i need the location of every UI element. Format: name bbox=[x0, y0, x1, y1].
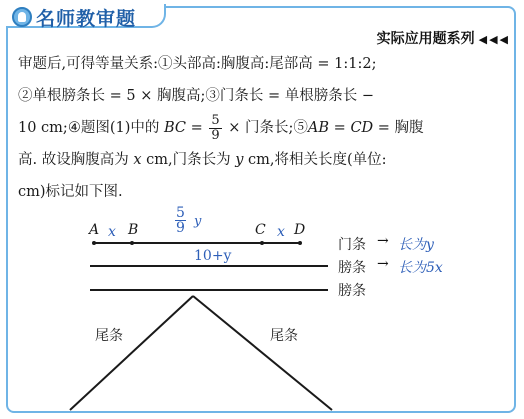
bc-length-fraction bbox=[175, 206, 186, 235]
variable-y: y bbox=[235, 152, 244, 168]
label-point-b: B bbox=[128, 222, 139, 238]
segment-cd: CD bbox=[350, 120, 374, 136]
point-b-dot bbox=[130, 241, 134, 245]
text-segment: cm,将相关长度(单位: bbox=[243, 152, 387, 168]
label-point-a: A bbox=[89, 222, 100, 238]
bc-fraction-denominator: 9 bbox=[176, 220, 185, 236]
men-tiao-label: 门条 bbox=[338, 237, 366, 253]
men-tiao-note: 长为y bbox=[398, 237, 434, 253]
text-line-5: cm)标记如下图. bbox=[18, 184, 123, 200]
bc-fraction-variable: y bbox=[194, 214, 202, 229]
bang-tiao-label-1: 膀条 bbox=[338, 260, 366, 276]
fraction-numerator: 5 bbox=[211, 112, 220, 128]
point-a-dot bbox=[92, 241, 96, 245]
mid-length-label: 10+y bbox=[194, 248, 232, 264]
label-ab-x: x bbox=[108, 224, 116, 240]
wei-tiao-left-line bbox=[70, 296, 193, 410]
text-segment: = 胸腹 bbox=[373, 120, 424, 136]
wei-tiao-right-line bbox=[193, 296, 332, 410]
text-segment: cm,门条长为 bbox=[141, 152, 236, 168]
series-label: 实际应用题系列 bbox=[376, 31, 475, 47]
variable-x: x bbox=[133, 152, 142, 168]
text-line-2: ②单根膀条长 = 5 × 胸腹高;③门条长 = 单根膀条长 − bbox=[18, 88, 374, 104]
triangle-arrows-icon: ◀◀◀ bbox=[478, 33, 510, 46]
label-cd-x: x bbox=[277, 224, 285, 240]
point-c-dot bbox=[260, 241, 264, 245]
arrow-right-icon: → bbox=[377, 233, 389, 249]
fraction-denominator: 9 bbox=[211, 127, 220, 143]
segment-bc: BC bbox=[163, 120, 186, 136]
text-segment: = bbox=[329, 120, 351, 136]
bang-tiao-note: 长为5x bbox=[398, 260, 443, 276]
brand-title: 名师教审题 bbox=[36, 8, 137, 30]
wei-tiao-right-label: 尾条 bbox=[270, 328, 298, 344]
text-line-1: 审题后,可得等量关系:①头部高:胸腹高:尾部高 = 1:1:2; bbox=[18, 56, 377, 72]
label-point-d: D bbox=[294, 222, 306, 238]
segment-ab: AB bbox=[307, 120, 330, 136]
label-point-c: C bbox=[255, 222, 266, 238]
text-segment: = bbox=[186, 120, 208, 136]
bang-tiao-label-2: 膀条 bbox=[338, 283, 366, 299]
text-segment: × 门条长;⑤ bbox=[223, 120, 308, 136]
point-d-dot bbox=[298, 241, 302, 245]
arrow-right-icon: → bbox=[377, 256, 389, 272]
text-segment: 高. 故设胸腹高为 bbox=[18, 152, 134, 168]
text-segment: 10 cm;④题图(1)中的 bbox=[18, 120, 164, 136]
wei-tiao-left-label: 尾条 bbox=[95, 328, 123, 344]
bc-fraction-numerator: 5 bbox=[176, 205, 185, 221]
